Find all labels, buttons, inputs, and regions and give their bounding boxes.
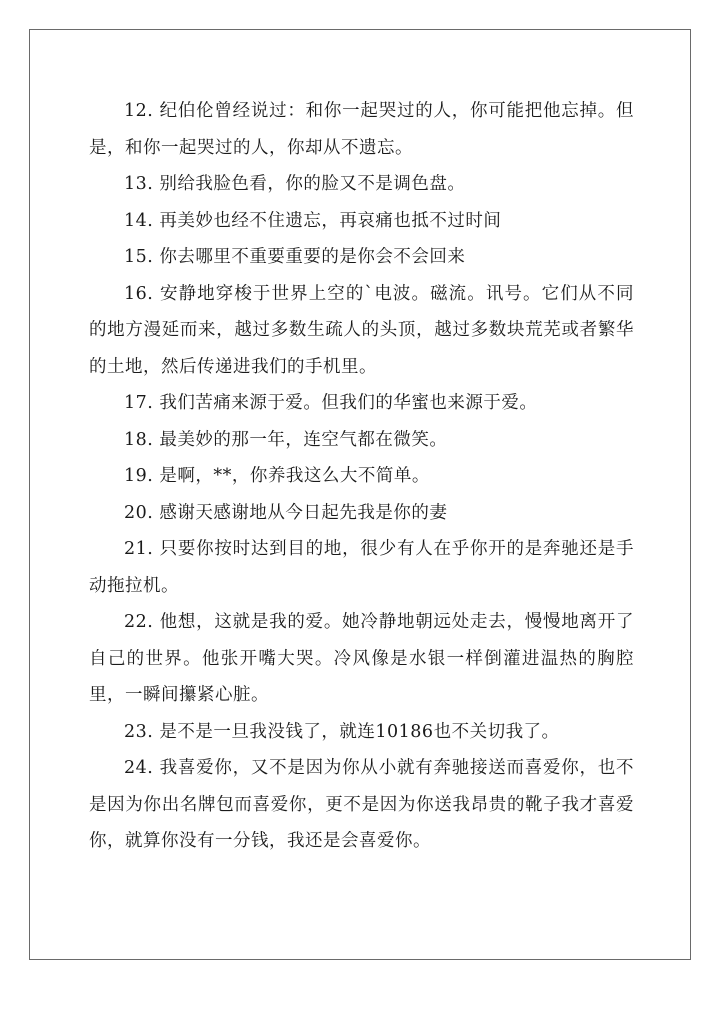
paragraph-15: 15. 你去哪里不重要重要的是你会不会回来 <box>124 247 466 267</box>
paragraph-17: 17. 我们苦痛来源于爱。但我们的华蜜也来源于爱。 <box>124 393 538 413</box>
paragraph-20: 20. 感谢天感谢地从今日起先我是你的妻 <box>124 502 448 523</box>
paragraph-18: 18. 最美妙的那一年，连空气都在微笑。 <box>124 429 448 450</box>
paragraph-14: 14. 再美妙也经不住遗忘，再哀痛也抵不过时间 <box>124 210 502 231</box>
paragraph-23: 23. 是不是一旦我没钱了，就连10186也不关切我了。 <box>124 721 560 742</box>
paragraph-21: 21. 只要你按时达到目的地，很少有人在乎你开的是奔驰还是手动拖拉机。 <box>89 539 634 596</box>
document-body <box>89 93 634 860</box>
paragraph-13: 13. 别给我脸色看，你的脸又不是调色盘。 <box>124 174 466 194</box>
paragraph-22: 22. 他想，这就是我的爱。她冷静地朝远处走去，慢慢地离开了自己的世界。他张开嘴大哭。冷风像是水银一样倒灌进温热的胸腔里，一瞬间攥紧心脏。 <box>89 612 634 705</box>
paragraph-19: 19. 是啊，**，你养我这么大不简单。 <box>124 466 430 486</box>
paragraph-16: 16. 安静地穿梭于世界上空的`电波。磁流。讯号。它们从不同的地方漫延而来，越过多数生疏人的头顶，越过多数块荒芜或者繁华的土地，然后传递进我们的手机里。 <box>89 283 634 377</box>
paragraph-24: 24. 我喜爱你，又不是因为你从小就有奔驰接送而喜爱你，也不是因为你出名牌包而喜爱你，更不是因为你送我昂贵的靴子我才喜爱你，就算你没有一分钱，我还是会喜爱你。 <box>89 758 634 851</box>
paragraph-12: 12. 纪伯伦曾经说过：和你一起哭过的人，你可能把他忘掉。但是，和你一起哭过的人，你却从不遗忘。 <box>89 101 634 158</box>
